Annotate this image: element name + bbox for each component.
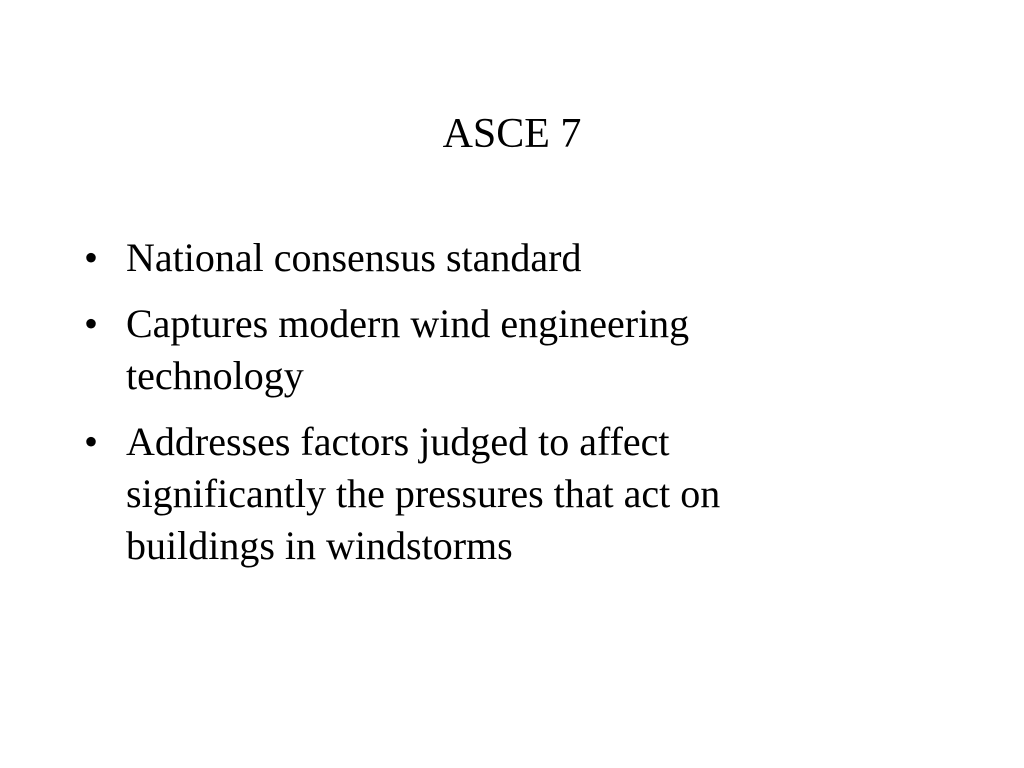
bullet-line: buildings in windstorms	[126, 523, 513, 568]
slide-title: ASCE 7	[442, 111, 582, 157]
bullet-item	[84, 416, 904, 572]
bullet-marker: •	[84, 301, 99, 346]
bullet-line: significantly the pressures that act on	[126, 471, 721, 516]
bullet-item	[84, 232, 904, 284]
bullet-line: Addresses factors judged to affect	[126, 419, 670, 464]
bullet-text	[126, 232, 904, 284]
bullet-text	[126, 416, 904, 572]
bullet-item	[84, 298, 904, 402]
bullet-list	[84, 232, 904, 586]
bullet-marker: •	[84, 235, 99, 280]
bullet-line: Captures modern wind engineering	[126, 301, 690, 346]
bullet-marker: •	[84, 419, 99, 464]
bullet-line: technology	[126, 353, 304, 398]
bullet-line: National consensus standard	[126, 235, 582, 280]
bullet-text	[126, 298, 904, 402]
